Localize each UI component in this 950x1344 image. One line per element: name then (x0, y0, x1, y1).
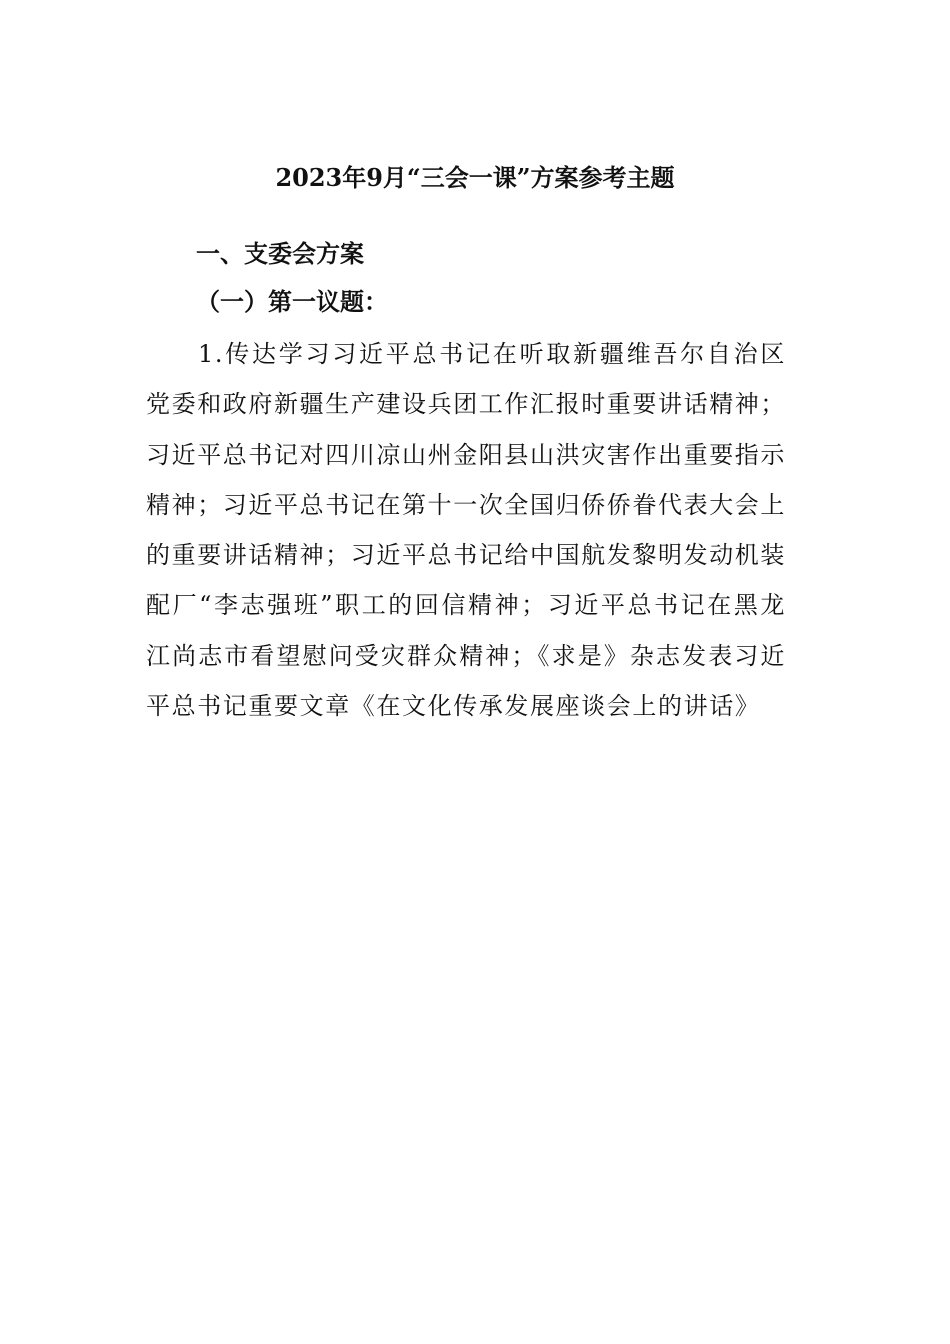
section-heading: 一、支委会方案 (196, 240, 364, 268)
document-title: 2023年9月“三会一课”方案参考主题 (275, 163, 675, 192)
body-paragraph: 1.传达学习习近平总书记在听取新疆维吾尔自治区党委和政府新疆生产建设兵团工作汇报时重要讲话精神；习近平总书记对四川凉山州金阳县山洪灾害作出重要指示精神；习近平总书记在第十一次全国归侨侨眷代表大会上的重要讲话精神；习近平总书记给中国航发黎明发动机装配厂“李志强班”职工的回信精神；习近平总书记在黑龙江尚志市看望慰问受灾群众精神；《求是》杂志发表习近平总书记重要文章《在文化传承发展座谈会上的讲话》 (146, 340, 786, 721)
subsection-heading: （一）第一议题： (196, 288, 388, 316)
